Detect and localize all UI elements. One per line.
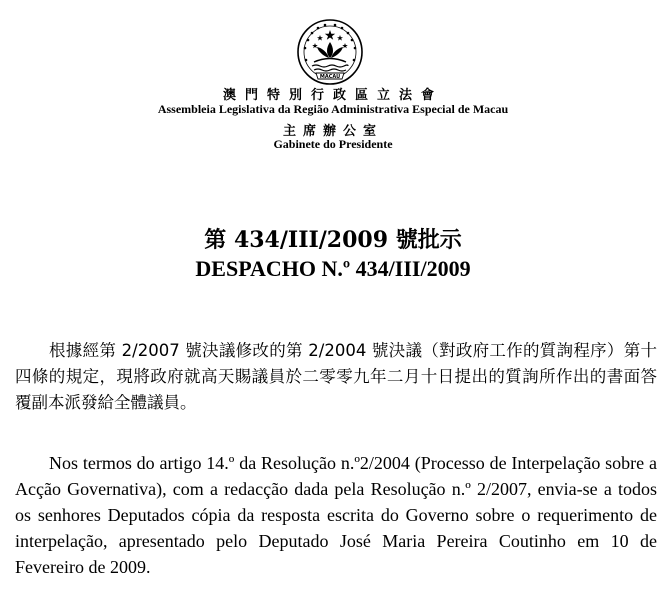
organization-name-chinese: 澳門特別行政區立法會	[222, 88, 443, 103]
body-paragraph-portuguese: Nos termos do artigo 14.º da Resolução n.º2/2004 (Processo de Interpelação sobre a Acção Governativa), com a redacção dada pela Resolução n.º 2/2007, envia-se a todos os senhores Deputados cópia da resposta escrita do Governo sobre o requerimento de interpelação, apresentado pelo Deputado José Maria Pereira Coutinho em 10 de Fevereiro de 2009.	[15, 453, 657, 577]
office-name-chinese: 主席辦公室	[282, 124, 383, 139]
organization-name-portuguese: Assembleia Legislativa da Região Administrativa Especial de Macau	[157, 102, 509, 116]
svg-text:MACAU: MACAU	[319, 74, 341, 80]
macau-sar-emblem-icon	[296, 18, 364, 86]
body-paragraph-chinese: 根據經第 2/2007 號決議修改的第 2/2004 號決議（對政府工作的質詢程序）第十四條的規定，現將政府就高天賜議員於二零零九年二月十日提出的質詢所作出的書面答覆副本派發給全體議員。	[15, 341, 657, 412]
dispatch-title-chinese: 第 434/III/2009 號批示	[204, 227, 462, 253]
dispatch-title-portuguese: DESPACHO N.º 434/III/2009	[195, 256, 471, 281]
office-name-portuguese: Gabinete do Presidente	[273, 137, 393, 151]
